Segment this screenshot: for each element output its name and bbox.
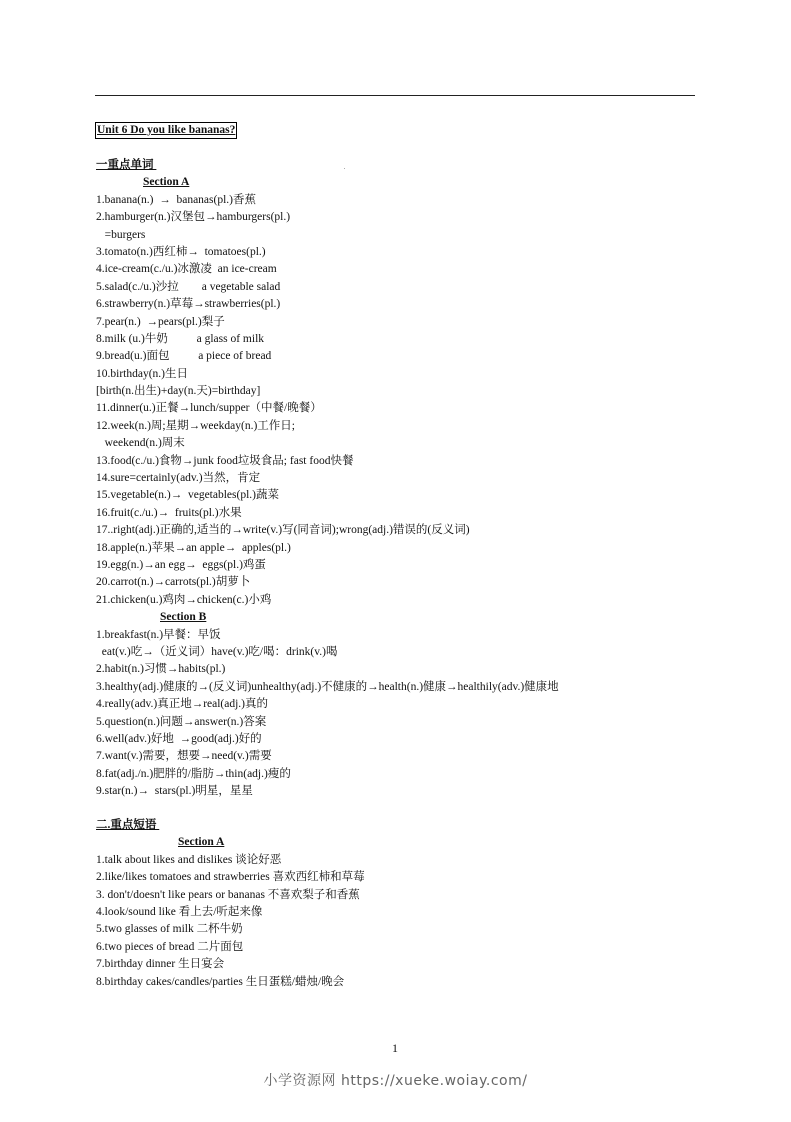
- list-item: 6.well(adv.)好地 →good(adj.)好的: [96, 732, 262, 745]
- list-item: 20.carrot(n.)→carrots(pl.)胡萝卜: [96, 576, 251, 589]
- list-item: 12.week(n.)周;星期→weekday(n.)工作日;: [96, 419, 295, 432]
- header-rule: [95, 95, 695, 96]
- list-item: 3. don't/doesn't like pears or bananas 不喜欢梨子和香蕉: [96, 888, 360, 901]
- part1-section-b-list: [96, 627, 559, 801]
- list-item: 4.ice-cream(c./u.)冰激凌 an ice-cream: [96, 263, 277, 276]
- list-item: 6.two pieces of bread 二片面包: [96, 940, 244, 953]
- list-item: 11.dinner(u.)正餐→lunch/supper（中餐/晚餐）: [96, 402, 322, 415]
- list-item: 19.egg(n.)→an egg→ eggs(pl.)鸡蛋: [96, 558, 266, 571]
- list-item: 1.breakfast(n.)早餐：早饭: [96, 628, 221, 641]
- part2-phrases: [96, 817, 365, 991]
- part1-section-b-label: Section B: [160, 611, 207, 624]
- list-item: =burgers: [96, 228, 146, 241]
- list-item: 16.fruit(c./u.)→ fruits(pl.)水果: [96, 506, 242, 519]
- list-item: 10.birthday(n.)生日: [96, 367, 188, 380]
- list-item: 13.food(c./u.)食物→junk food垃圾食品; fast food快餐: [96, 454, 354, 467]
- list-item: 2.like/likes tomatoes and strawberries 喜欢西红柿和草莓: [96, 871, 365, 884]
- list-item: 5.salad(c./u.)沙拉 a vegetable salad: [96, 280, 281, 293]
- list-item: 7.want(v.)需要，想要→need(v.)需要: [96, 750, 272, 763]
- list-item: 5.two glasses of milk 二杯牛奶: [96, 923, 243, 936]
- part1-vocabulary: [96, 157, 559, 800]
- list-item: 15.vegetable(n.)→ vegetables(pl.)蔬菜: [96, 489, 279, 502]
- list-item: 2.habit(n.)习惯→habits(pl.): [96, 663, 226, 676]
- list-item: 3.healthy(adj.)健康的→(反义词)unhealthy(adj.)不健康的→health(n.)健康→healthily(adv.)健康地: [96, 680, 559, 693]
- part1-heading: 一重点单词: [96, 159, 157, 171]
- list-item: 9.bread(u.)面包 a piece of bread: [96, 350, 272, 363]
- document-title: Unit 6 Do you like bananas?: [95, 122, 237, 139]
- list-item: 7.birthday dinner 生日宴会: [96, 958, 225, 971]
- list-item: 5.question(n.)问题→answer(n.)答案: [96, 715, 267, 728]
- list-item: weekend(n.)周末: [96, 437, 185, 450]
- part2-section-a-list: [96, 852, 365, 991]
- part1-section-a-list: [96, 192, 559, 609]
- list-item: 8.fat(adj./n.)肥胖的/脂肪→thin(adj.)瘦的: [96, 767, 291, 780]
- list-item: 21.chicken(u.)鸡肉→chicken(c.)小鸡: [96, 593, 272, 606]
- list-item: 9.star(n.)→ stars(pl.)明星，星星: [96, 785, 253, 798]
- part2-heading: 二.重点短语: [96, 819, 160, 831]
- list-item: eat(v.)吃→（近义词）have(v.)吃/喝：drink(v.)喝: [96, 645, 338, 658]
- list-item: 4.really(adv.)真正地→real(adj.)真的: [96, 698, 269, 711]
- list-item: 1.talk about likes and dislikes 谈论好恶: [96, 853, 282, 866]
- list-item: 8.birthday cakes/candles/parties 生日蛋糕/蜡烛/晚会: [96, 975, 345, 988]
- part2-section-a-label: Section A: [178, 836, 225, 849]
- list-item: 7.pear(n.) →pears(pl.)梨子: [96, 315, 225, 328]
- footer-watermark: 小学资源网 https://xueke.woiay.com/: [263, 1073, 528, 1089]
- list-item: 17..right(adj.)正确的,适当的→write(v.)写(同音词);wrong(adj.)错误的(反义词): [96, 524, 470, 537]
- list-item: 4.look/sound like 看上去/听起来像: [96, 905, 263, 918]
- list-item: 8.milk (u.)牛奶 a glass of milk: [96, 332, 265, 345]
- page-number: 1: [392, 1041, 398, 1055]
- list-item: 1.banana(n.) → bananas(pl.)香蕉: [96, 193, 256, 206]
- list-item: 14.sure=certainly(adv.)当然，肯定: [96, 472, 261, 485]
- list-item: [birth(n.出生)+day(n.天)=birthday]: [96, 385, 261, 398]
- list-item: 2.hamburger(n.)汉堡包→hamburgers(pl.): [96, 211, 291, 224]
- list-item: 6.strawberry(n.)草莓→strawberries(pl.): [96, 298, 281, 311]
- part1-section-a-label: Section A: [143, 176, 190, 189]
- list-item: 3.tomato(n.)西红柿→ tomatoes(pl.): [96, 245, 266, 258]
- list-item: 18.apple(n.)苹果→an apple→ apples(pl.): [96, 541, 291, 554]
